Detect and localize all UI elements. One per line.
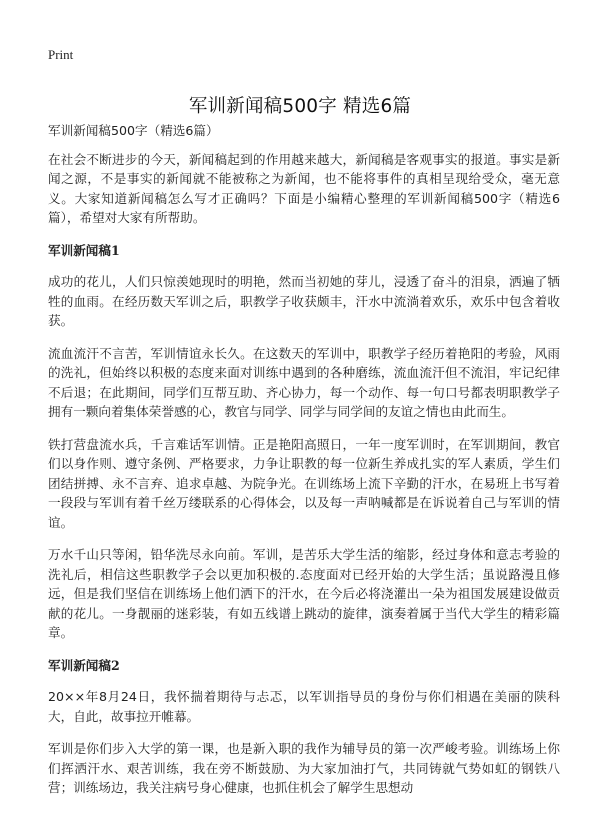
paragraph: 20××年8月24日，我怀揣着期待与忐忑，以军训指导员的身份与你们相遇在美丽的陕科大，自此，故事拉开帷幕。 [48, 689, 560, 724]
paragraph: 万水千山只等闲，铅华洗尽永向前。军训，是苦乐大学生活的缩影，经过身体和意志考验的洗礼后，相信这些职教学子会以更加积极的.态度面对已经开始的大学生活；虽说路漫且修远，但是我们坚信在训练场上他们洒下的汗水，在今后必将浇灌出一朵为祖国发展建设做贡献的花儿。一身靓丽的迷彩装，有如五线谱上跳动的旋律，演奏着属于当代大学生的精彩篇章。 [48, 547, 560, 640]
paragraph: 军训是你们步入大学的第一课，也是新入职的我作为辅导员的第一次严峻考验。训练场上你们挥洒汗水、艰苦训练，我在旁不断鼓励、为大家加油打气，共同铸就气势如虹的钢铁八营；训练场边，我关注病号身心健康，也抓住机会了解学生思想动 [48, 741, 560, 795]
print-label: Print [48, 47, 74, 62]
section-heading: 军训新闻稿2 [48, 657, 120, 673]
intro-paragraph: 在社会不断进步的今天，新闻稿起到的作用越来越大，新闻稿是客观事实的报道。事实是新闻之源，不是事实的新闻就不能被称之为新闻，也不能将事件的真相呈现给受众，毫无意义。大家知道新闻稿怎么写才正确吗？下面是小编精心整理的军训新闻稿500字（精选6篇），希望对大家有所帮助。 [48, 151, 560, 225]
paragraph: 成功的花儿，人们只惊羡她现时的明艳，然而当初她的芽儿，浸透了奋斗的泪泉，洒遍了牺牲的血雨。在经历数天军训之后，职教学子收获颇丰，汗水中流淌着欢乐，欢乐中包含着收获。 [48, 274, 560, 328]
section-heading: 军训新闻稿1 [48, 242, 120, 258]
paragraph: 流血流汗不言苦，军训情谊永长久。在这数天的军训中，职教学子经历着艳阳的考验，风雨的洗礼，但始终以积极的态度来面对训练中遇到的各种磨练，流血流汗但不流泪，牢记纪律不后退；在此期间，同学们互帮互助、齐心协力，每一个动作、每一句口号都表明职教学子拥有一颗向着集体荣誉感的心，教官与同学、同学与同学间的友谊之情也由此而生。 [48, 345, 560, 419]
section-2 [48, 656, 560, 798]
section-1 [48, 241, 560, 643]
document-body [48, 121, 560, 811]
page-title: 军训新闻稿500字 精选6篇 [188, 96, 412, 118]
document-subtitle: 军训新闻稿500字（精选6篇） [48, 123, 219, 138]
paragraph: 铁打营盘流水兵，千言难话军训情。正是艳阳高照日，一年一度军训时，在军训期间，教官们以身作则、遵守条例、严格要求，力争让职教的每一位新生养成扎实的军人素质，学生们团结拼搏、永不言弃、追求卓越、为院争光。在训练场上流下辛勤的汗水，在易班上书写着一段段与军训有着千丝万缕联系的心得体会，以及每一声呐喊都是在诉说着自己与军训的情谊。 [48, 436, 560, 530]
